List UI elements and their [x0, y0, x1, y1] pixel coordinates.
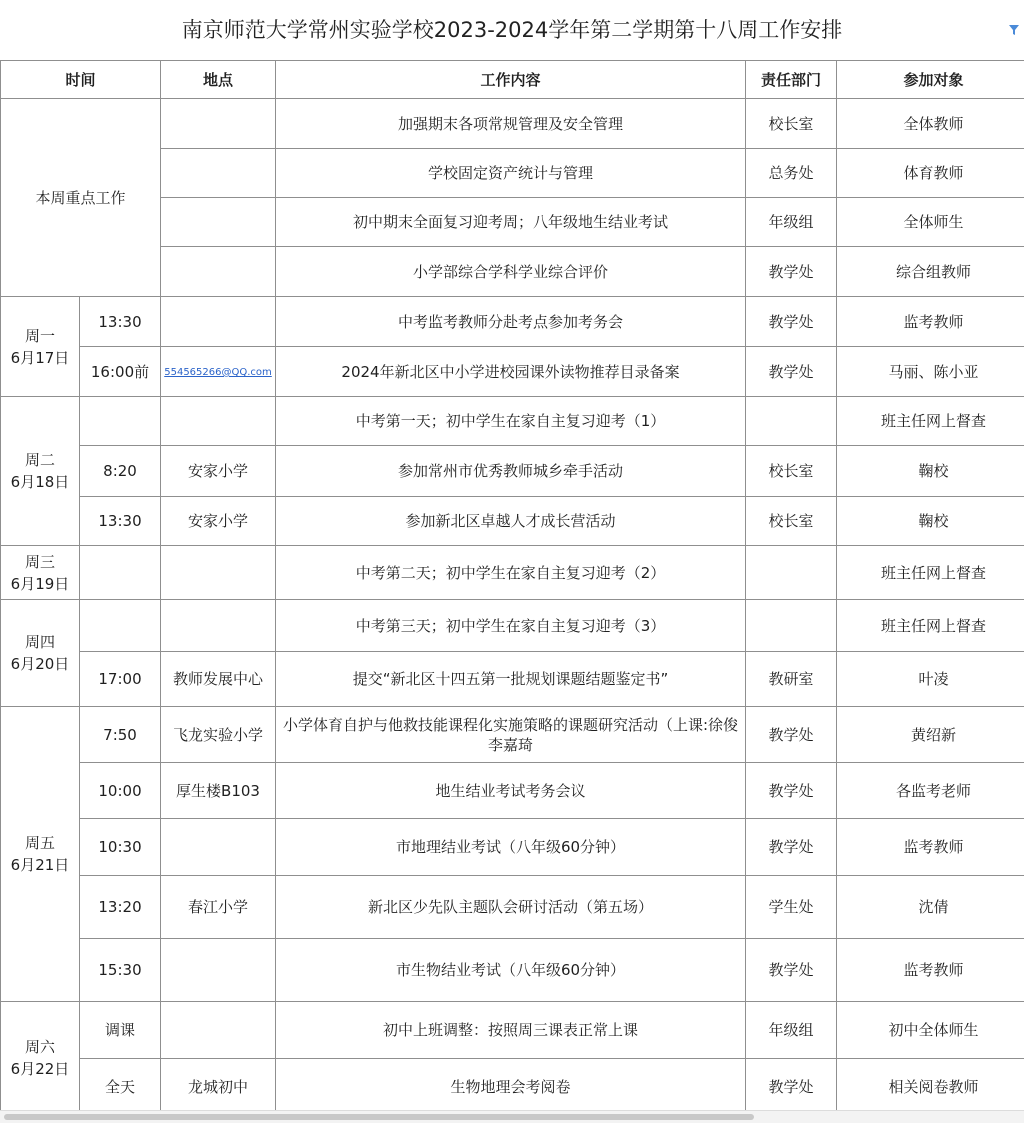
location-cell [161, 819, 276, 876]
header-content: 工作内容 [276, 61, 746, 99]
content-cell: 中考第二天；初中学生在家自主复习迎考（2） [276, 546, 746, 600]
table-row [1, 600, 1024, 652]
page-title: 南京师范大学常州实验学校2023-2024学年第二学期第十八周工作安排 [0, 0, 1024, 60]
time-cell [80, 397, 161, 446]
schedule-table [0, 60, 1024, 1115]
table-row [1, 497, 1024, 546]
content-cell: 新北区少先队主题队会研讨活动（第五场） [276, 876, 746, 939]
content-cell: 市生物结业考试（八年级60分钟） [276, 939, 746, 1002]
location-cell [161, 546, 276, 600]
location-cell [161, 297, 276, 347]
location-cell [161, 198, 276, 247]
content-cell: 加强期末各项常规管理及安全管理 [276, 99, 746, 149]
date-label: 6月21日 [3, 854, 77, 876]
time-cell [80, 600, 161, 652]
participants-cell: 监考教师 [837, 819, 1024, 876]
weekday-label: 周五 [3, 832, 77, 854]
table-row [1, 1059, 1024, 1115]
time-cell: 调课 [80, 1002, 161, 1059]
content-cell: 市地理结业考试（八年级60分钟） [276, 819, 746, 876]
dept-cell: 教学处 [746, 1059, 837, 1115]
time-cell: 13:20 [80, 876, 161, 939]
day-cell [1, 546, 80, 600]
table-row [1, 347, 1024, 397]
location-cell: 厚生楼B103 [161, 763, 276, 819]
date-label: 6月22日 [3, 1058, 77, 1080]
weekday-label: 周一 [3, 325, 77, 347]
content-cell: 初中期末全面复习迎考周；八年级地生结业考试 [276, 198, 746, 247]
table-row [1, 652, 1024, 707]
content-cell: 2024年新北区中小学进校园课外读物推荐目录备案 [276, 347, 746, 397]
dept-cell: 教学处 [746, 247, 837, 297]
content-cell: 小学体育自护与他救技能课程化实施策略的课题研究活动（上课:徐俊 李嘉琦 [276, 707, 746, 763]
time-cell [80, 546, 161, 600]
dept-cell [746, 600, 837, 652]
dept-cell [746, 397, 837, 446]
dept-cell: 教学处 [746, 939, 837, 1002]
participants-cell: 监考教师 [837, 297, 1024, 347]
dept-cell: 教学处 [746, 819, 837, 876]
dept-cell [746, 546, 837, 600]
time-cell: 8:20 [80, 446, 161, 497]
time-cell: 15:30 [80, 939, 161, 1002]
participants-cell: 相关阅卷教师 [837, 1059, 1024, 1115]
table-row [1, 297, 1024, 347]
dept-cell: 总务处 [746, 149, 837, 198]
weekday-label: 周二 [3, 449, 77, 471]
time-cell: 13:30 [80, 297, 161, 347]
weekday-label: 周六 [3, 1036, 77, 1058]
table-row [1, 446, 1024, 497]
email-link[interactable]: 554565266@QQ.com [164, 367, 272, 378]
time-cell: 17:00 [80, 652, 161, 707]
filter-icon[interactable] [1008, 23, 1020, 37]
dept-cell: 校长室 [746, 99, 837, 149]
location-cell: 春江小学 [161, 876, 276, 939]
dept-cell: 教学处 [746, 707, 837, 763]
participants-cell: 黄绍新 [837, 707, 1024, 763]
dept-cell: 学生处 [746, 876, 837, 939]
content-cell: 参加新北区卓越人才成长营活动 [276, 497, 746, 546]
location-cell [161, 600, 276, 652]
table-row [1, 939, 1024, 1002]
participants-cell: 马丽、陈小亚 [837, 347, 1024, 397]
participants-cell: 全体教师 [837, 99, 1024, 149]
location-cell [161, 99, 276, 149]
participants-cell: 班主任网上督查 [837, 600, 1024, 652]
date-label: 6月19日 [3, 573, 77, 595]
content-cell: 初中上班调整：按照周三课表正常上课 [276, 1002, 746, 1059]
dept-cell: 年级组 [746, 198, 837, 247]
focus-label: 本周重点工作 [1, 99, 161, 297]
table-row [1, 707, 1024, 763]
header-row [1, 61, 1024, 99]
location-cell: 安家小学 [161, 497, 276, 546]
day-cell [1, 397, 80, 546]
title-bar [0, 0, 1024, 60]
dept-cell: 教学处 [746, 763, 837, 819]
location-cell [161, 149, 276, 198]
participants-cell: 各监考老师 [837, 763, 1024, 819]
location-cell: 教师发展中心 [161, 652, 276, 707]
content-cell: 参加常州市优秀教师城乡牵手活动 [276, 446, 746, 497]
participants-cell: 班主任网上督查 [837, 546, 1024, 600]
header-location: 地点 [161, 61, 276, 99]
date-label: 6月18日 [3, 471, 77, 493]
content-cell: 中考监考教师分赴考点参加考务会 [276, 297, 746, 347]
content-cell: 生物地理会考阅卷 [276, 1059, 746, 1115]
participants-cell: 体育教师 [837, 149, 1024, 198]
day-cell [1, 707, 80, 1002]
dept-cell: 教学处 [746, 297, 837, 347]
participants-cell: 鞠校 [837, 446, 1024, 497]
participants-cell: 监考教师 [837, 939, 1024, 1002]
weekday-label: 周三 [3, 551, 77, 573]
location-cell [161, 397, 276, 446]
table-row [1, 1002, 1024, 1059]
header-dept: 责任部门 [746, 61, 837, 99]
table-row [1, 763, 1024, 819]
participants-cell: 叶凌 [837, 652, 1024, 707]
content-cell: 提交“新北区十四五第一批规划课题结题鉴定书” [276, 652, 746, 707]
location-cell [161, 347, 276, 397]
location-cell: 飞龙实验小学 [161, 707, 276, 763]
time-cell: 16:00前 [80, 347, 161, 397]
time-cell: 13:30 [80, 497, 161, 546]
participants-cell: 鞠校 [837, 497, 1024, 546]
location-cell: 安家小学 [161, 446, 276, 497]
weekday-label: 周四 [3, 631, 77, 653]
participants-cell: 全体师生 [837, 198, 1024, 247]
table-row [1, 819, 1024, 876]
content-cell: 中考第三天；初中学生在家自主复习迎考（3） [276, 600, 746, 652]
time-cell: 全天 [80, 1059, 161, 1115]
table-row [1, 546, 1024, 600]
date-label: 6月17日 [3, 347, 77, 369]
location-cell [161, 247, 276, 297]
content-cell: 小学部综合学科学业综合评价 [276, 247, 746, 297]
participants-cell: 班主任网上督查 [837, 397, 1024, 446]
header-participants: 参加对象 [837, 61, 1024, 99]
day-cell [1, 600, 80, 707]
participants-cell: 初中全体师生 [837, 1002, 1024, 1059]
dept-cell: 校长室 [746, 446, 837, 497]
scrollbar-thumb[interactable] [4, 1114, 754, 1120]
time-cell: 10:30 [80, 819, 161, 876]
table-row [1, 397, 1024, 446]
content-cell: 学校固定资产统计与管理 [276, 149, 746, 198]
participants-cell: 综合组教师 [837, 247, 1024, 297]
table-row [1, 876, 1024, 939]
location-cell [161, 1002, 276, 1059]
day-cell [1, 297, 80, 397]
location-cell [161, 939, 276, 1002]
horizontal-scrollbar[interactable] [0, 1110, 1024, 1123]
date-label: 6月20日 [3, 653, 77, 675]
dept-cell: 教研室 [746, 652, 837, 707]
dept-cell: 教学处 [746, 347, 837, 397]
header-time: 时间 [1, 61, 161, 99]
table-row [1, 99, 1024, 149]
dept-cell: 校长室 [746, 497, 837, 546]
content-cell: 中考第一天；初中学生在家自主复习迎考（1） [276, 397, 746, 446]
time-cell: 7:50 [80, 707, 161, 763]
location-cell: 龙城初中 [161, 1059, 276, 1115]
dept-cell: 年级组 [746, 1002, 837, 1059]
time-cell: 10:00 [80, 763, 161, 819]
participants-cell: 沈倩 [837, 876, 1024, 939]
day-cell [1, 1002, 80, 1115]
content-cell: 地生结业考试考务会议 [276, 763, 746, 819]
